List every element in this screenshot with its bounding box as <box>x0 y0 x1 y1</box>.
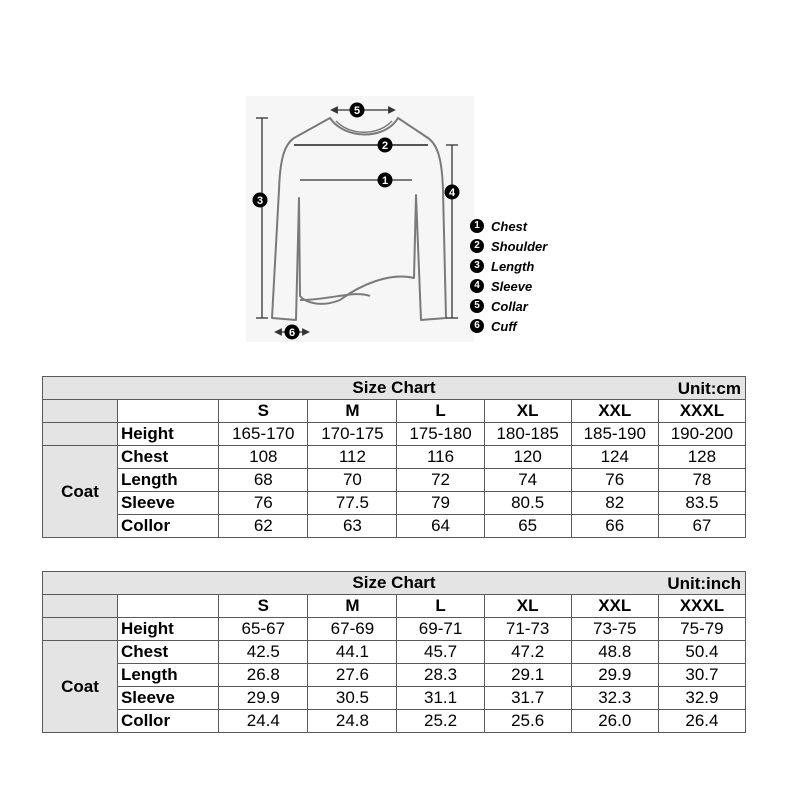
legend-label: Chest <box>491 218 528 234</box>
table-cell: 71-73 <box>484 618 571 641</box>
size-header: XXL <box>571 400 658 423</box>
size-header: L <box>397 595 484 618</box>
table-cell: 124 <box>571 446 658 469</box>
svg-text:5: 5 <box>353 105 361 117</box>
legend-item-cuff <box>470 316 547 336</box>
empty-cell <box>117 400 218 423</box>
table-row <box>43 492 746 515</box>
unit-label: Unit:cm <box>677 379 741 398</box>
row-label: Chest <box>117 641 218 664</box>
table-cell: 83.5 <box>658 492 745 515</box>
table-cell: 62 <box>219 515 308 538</box>
table-cell: 45.7 <box>397 641 484 664</box>
row-label: Length <box>117 469 218 492</box>
legend-item-collar <box>470 296 547 316</box>
table-cell: 78 <box>658 469 745 492</box>
table-row <box>43 710 746 733</box>
table-row <box>43 687 746 710</box>
legend-label: Shoulder <box>491 238 548 254</box>
table-cell: 190-200 <box>658 423 745 446</box>
marker-length <box>253 193 268 208</box>
table-cell: 64 <box>397 515 484 538</box>
svg-text:6: 6 <box>288 327 296 339</box>
legend-item-length <box>470 256 547 276</box>
legend-number: 1 <box>470 219 484 233</box>
legend-item-sleeve <box>470 276 547 296</box>
size-header: M <box>308 400 397 423</box>
table-row <box>43 515 746 538</box>
size-header-row <box>43 400 746 423</box>
table-row <box>43 446 746 469</box>
table-cell: 27.6 <box>308 664 397 687</box>
size-header: L <box>397 400 484 423</box>
marker-sleeve <box>445 185 460 200</box>
row-label: Sleeve <box>117 687 218 710</box>
table-row <box>43 469 746 492</box>
unit-label: Unit:inch <box>667 574 741 593</box>
legend-label: Sleeve <box>491 278 533 294</box>
legend-label: Collar <box>491 298 528 314</box>
table-cell: 31.7 <box>484 687 571 710</box>
measurement-legend <box>470 216 547 336</box>
row-label: Sleeve <box>117 492 218 515</box>
group-label: Coat <box>43 446 118 538</box>
size-header: XXXL <box>658 400 745 423</box>
table-cell: 65-67 <box>219 618 308 641</box>
table-cell: 170-175 <box>308 423 397 446</box>
table-cell: 112 <box>308 446 397 469</box>
height-row <box>43 618 746 641</box>
table-cell: 116 <box>397 446 484 469</box>
table-cell: 32.9 <box>658 687 745 710</box>
table-cell: 165-170 <box>219 423 308 446</box>
table-cell: 63 <box>308 515 397 538</box>
size-header: S <box>219 595 308 618</box>
table-cell: 108 <box>219 446 308 469</box>
marker-cuff <box>285 325 300 340</box>
size-header: S <box>219 400 308 423</box>
table-row <box>43 641 746 664</box>
table-cell: 25.2 <box>397 710 484 733</box>
empty-cell <box>43 618 118 641</box>
table-cell: 29.1 <box>484 664 571 687</box>
table-cell: 67 <box>658 515 745 538</box>
table-cell: 28.3 <box>397 664 484 687</box>
table-cell: 66 <box>571 515 658 538</box>
table-title-row <box>43 377 746 400</box>
size-chart-inch <box>42 571 746 733</box>
empty-cell <box>117 595 218 618</box>
table-cell: 29.9 <box>571 664 658 687</box>
table-cell: 120 <box>484 446 571 469</box>
table-cell: 76 <box>219 492 308 515</box>
table-title: Size Chart <box>352 378 436 397</box>
empty-cell <box>43 400 118 423</box>
table-cell: 47.2 <box>484 641 571 664</box>
table-cell: 80.5 <box>484 492 571 515</box>
table-cell: 24.4 <box>219 710 308 733</box>
size-header: M <box>308 595 397 618</box>
legend-number: 4 <box>470 279 484 293</box>
table-cell: 175-180 <box>397 423 484 446</box>
table-cell: 79 <box>397 492 484 515</box>
table-row <box>43 664 746 687</box>
table-cell: 42.5 <box>219 641 308 664</box>
size-chart-cm <box>42 376 746 538</box>
row-label: Length <box>117 664 218 687</box>
row-label: Chest <box>117 446 218 469</box>
legend-item-shoulder <box>470 236 547 256</box>
legend-label: Cuff <box>491 318 517 334</box>
table-cell: 76 <box>571 469 658 492</box>
table-cell: 26.8 <box>219 664 308 687</box>
table-cell: 180-185 <box>484 423 571 446</box>
marker-collar <box>350 103 365 118</box>
table-cell: 25.6 <box>484 710 571 733</box>
row-label: Height <box>117 423 218 446</box>
svg-text:3: 3 <box>256 195 264 207</box>
table-title-row <box>43 572 746 595</box>
table-cell: 128 <box>658 446 745 469</box>
marker-shoulder <box>378 138 393 153</box>
marker-chest <box>378 173 393 188</box>
table-cell: 68 <box>219 469 308 492</box>
table-cell: 69-71 <box>397 618 484 641</box>
table-cell: 77.5 <box>308 492 397 515</box>
table-cell: 65 <box>484 515 571 538</box>
table-cell: 82 <box>571 492 658 515</box>
table-cell: 70 <box>308 469 397 492</box>
legend-number: 6 <box>470 319 484 333</box>
table-cell: 30.5 <box>308 687 397 710</box>
svg-text:4: 4 <box>448 187 456 199</box>
row-label: Collor <box>117 515 218 538</box>
table-cell: 67-69 <box>308 618 397 641</box>
size-header-row <box>43 595 746 618</box>
table-cell: 30.7 <box>658 664 745 687</box>
legend-label: Length <box>491 258 535 274</box>
table-cell: 24.8 <box>308 710 397 733</box>
empty-cell <box>43 595 118 618</box>
table-cell: 75-79 <box>658 618 745 641</box>
table-cell: 29.9 <box>219 687 308 710</box>
table-cell: 32.3 <box>571 687 658 710</box>
legend-item-chest <box>470 216 547 236</box>
legend-number: 3 <box>470 259 484 273</box>
table-title: Size Chart <box>352 573 436 592</box>
legend-number: 5 <box>470 299 484 313</box>
table-cell: 44.1 <box>308 641 397 664</box>
table-cell: 74 <box>484 469 571 492</box>
table-cell: 50.4 <box>658 641 745 664</box>
size-header: XXXL <box>658 595 745 618</box>
size-header: XXL <box>571 595 658 618</box>
diagram-backdrop <box>246 96 474 342</box>
svg-text:1: 1 <box>381 175 389 187</box>
table-cell: 73-75 <box>571 618 658 641</box>
table-cell: 31.1 <box>397 687 484 710</box>
svg-text:2: 2 <box>381 140 389 152</box>
table-cell: 185-190 <box>571 423 658 446</box>
group-label: Coat <box>43 641 118 733</box>
table-cell: 26.4 <box>658 710 745 733</box>
table-cell: 72 <box>397 469 484 492</box>
legend-number: 2 <box>470 239 484 253</box>
height-row <box>43 423 746 446</box>
table-cell: 26.0 <box>571 710 658 733</box>
sweater-diagram <box>0 0 800 360</box>
empty-cell <box>43 423 118 446</box>
row-label: Height <box>117 618 218 641</box>
size-header: XL <box>484 595 571 618</box>
size-header: XL <box>484 400 571 423</box>
table-cell: 48.8 <box>571 641 658 664</box>
row-label: Collor <box>117 710 218 733</box>
